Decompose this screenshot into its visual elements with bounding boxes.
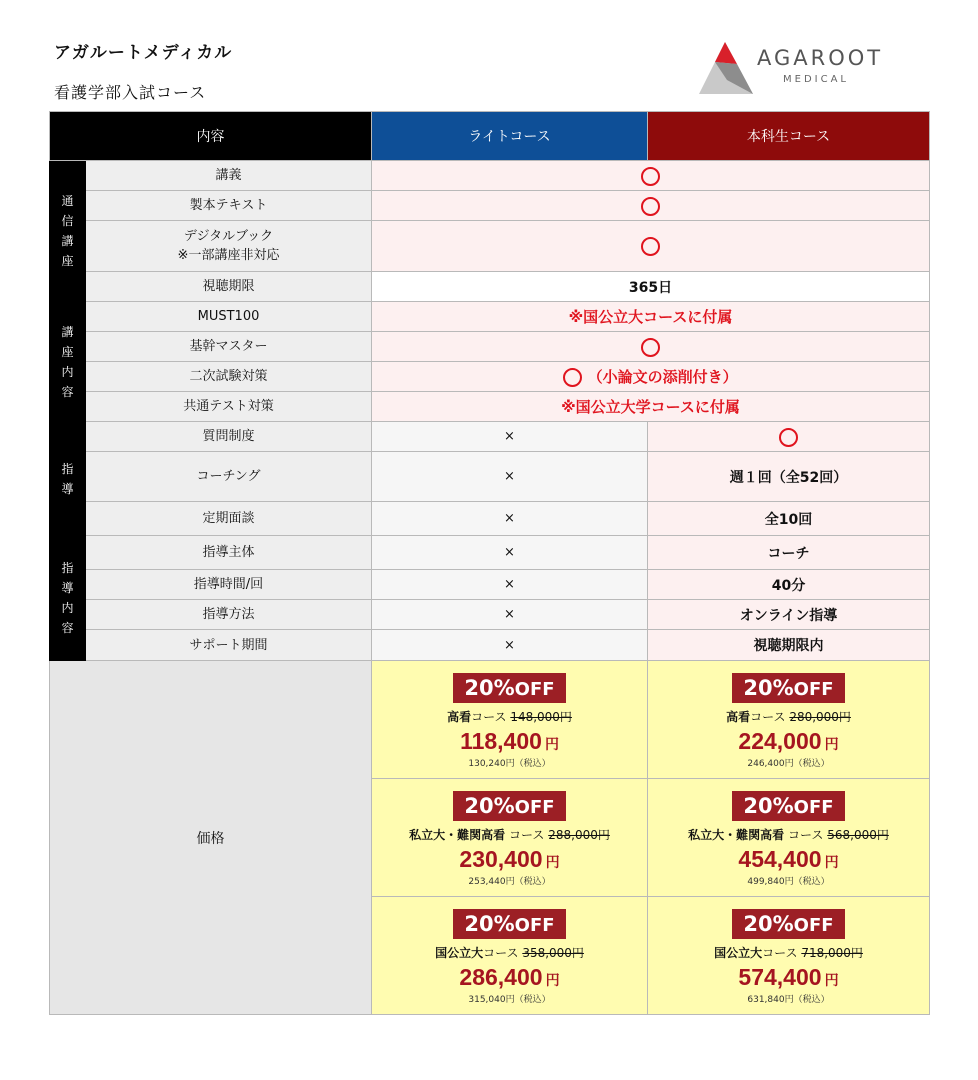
section-label-course-content: 講 座 内 容 (50, 302, 86, 422)
discount-price: 286,400 円 (459, 963, 560, 990)
section-label-guidance: 指 導 (50, 422, 86, 536)
row-label: 基幹マスター (86, 332, 372, 362)
row-label: コーチング (86, 452, 372, 502)
price-cell-main (648, 661, 930, 779)
lite-value: × (372, 502, 648, 536)
discount-badge: 20%OFF (732, 909, 844, 939)
table-row (50, 570, 930, 600)
tax-included-price: 631,840円（税込） (747, 994, 830, 1005)
row-label: 指導時間/回 (86, 570, 372, 600)
price-cell-lite (372, 661, 648, 779)
table-row (50, 272, 930, 302)
merged-value (372, 221, 930, 272)
tax-included-price: 315,040円（税込） (468, 994, 551, 1005)
discount-price: 224,000 円 (738, 727, 839, 754)
row-label: 指導方法 (86, 600, 372, 630)
table-row (50, 191, 930, 221)
main-value: オンライン指導 (648, 600, 930, 630)
row-label (86, 221, 372, 272)
discount-badge: 20%OFF (453, 909, 565, 939)
price-cell-main (648, 779, 930, 897)
circle-mark-icon (779, 428, 798, 447)
table-row (50, 392, 930, 422)
row-label: MUST100 (86, 302, 372, 332)
merged-value: 365日 (372, 272, 930, 302)
discount-price: 574,400 円 (738, 963, 839, 990)
merged-value-text: （小論文の添削付き） (587, 368, 738, 386)
course-price-line: 私立大・難関高看 コース 568,000円 (688, 827, 889, 842)
agaroot-logo (697, 40, 927, 98)
table-row (50, 502, 930, 536)
table-row (50, 302, 930, 332)
main-value (648, 422, 930, 452)
course-price-line: 国公立大コース 358,000円 (435, 945, 584, 960)
row-label: 視聴期限 (86, 272, 372, 302)
tax-included-price: 499,840円（税込） (747, 876, 830, 887)
price-cell-main (648, 897, 930, 1015)
course-title: 看護学部入試コース (54, 83, 207, 102)
lite-value: × (372, 630, 648, 661)
logo-wordmark: AGAROOT (757, 46, 884, 70)
table-row (50, 422, 930, 452)
price-cell-lite (372, 897, 648, 1015)
lite-value: × (372, 452, 648, 502)
merged-value (372, 191, 930, 221)
tax-included-price: 253,440円（税込） (468, 876, 551, 887)
row-label-note: ※一部講座非対応 (177, 248, 280, 263)
comparison-table (49, 111, 930, 1015)
circle-mark-icon (563, 368, 582, 387)
row-label: サポート期間 (86, 630, 372, 661)
discount-badge: 20%OFF (732, 791, 844, 821)
row-label: 二次試験対策 (86, 362, 372, 392)
logo-subtext: MEDICAL (783, 74, 849, 85)
tax-included-price: 130,240円（税込） (468, 758, 551, 769)
table-row (50, 600, 930, 630)
main-value: 週１回（全52回） (648, 452, 930, 502)
discount-price: 118,400 円 (460, 727, 559, 754)
header-lite-course: ライトコース (372, 112, 648, 161)
table-row (50, 161, 930, 191)
main-value: コーチ (648, 536, 930, 570)
section-label-correspondence: 通 信 講 座 (50, 161, 86, 302)
row-label: 共通テスト対策 (86, 392, 372, 422)
table-row (50, 630, 930, 661)
discount-badge: 20%OFF (732, 673, 844, 703)
discount-badge: 20%OFF (453, 673, 565, 703)
tax-included-price: 246,400円（税込） (747, 758, 830, 769)
table-row (50, 332, 930, 362)
main-value: 40分 (648, 570, 930, 600)
merged-value: ※国公立大学コースに付属 (372, 392, 930, 422)
lite-value: × (372, 570, 648, 600)
discount-price: 230,400 円 (459, 845, 560, 872)
table-row (50, 452, 930, 502)
table-header-row (50, 112, 930, 161)
logo-triangle-icon (697, 40, 757, 98)
lite-value: × (372, 422, 648, 452)
section-label-guidance-content: 指 導 内 容 (50, 536, 86, 661)
circle-mark-icon (641, 237, 660, 256)
lite-value: × (372, 536, 648, 570)
row-label: 製本テキスト (86, 191, 372, 221)
header-main-course: 本科生コース (648, 112, 930, 161)
course-price-line: 高看コース 280,000円 (726, 709, 851, 724)
main-value: 全10回 (648, 502, 930, 536)
row-label: 指導主体 (86, 536, 372, 570)
lite-value: × (372, 600, 648, 630)
circle-mark-icon (641, 167, 660, 186)
main-value: 視聴期限内 (648, 630, 930, 661)
merged-value (372, 332, 930, 362)
merged-value: ※国公立大コースに付属 (372, 302, 930, 332)
course-price-line: 国公立大コース 718,000円 (714, 945, 863, 960)
row-label: 質問制度 (86, 422, 372, 452)
circle-mark-icon (641, 338, 660, 357)
table-row (50, 362, 930, 392)
price-cell-lite (372, 779, 648, 897)
price-row (50, 661, 930, 779)
header-content: 内容 (50, 112, 372, 161)
row-label-line1: デジタルブック (183, 229, 274, 244)
merged-value (372, 161, 930, 191)
row-label: 定期面談 (86, 502, 372, 536)
circle-mark-icon (641, 197, 660, 216)
merged-value (372, 362, 930, 392)
course-price-line: 私立大・難関高看 コース 288,000円 (409, 827, 610, 842)
table-row (50, 221, 930, 272)
price-label: 価格 (50, 661, 372, 1015)
course-price-line: 高看コース 148,000円 (447, 709, 572, 724)
discount-price: 454,400 円 (738, 845, 839, 872)
brand-name: アガルートメディカル (54, 43, 233, 63)
row-label: 講義 (86, 161, 372, 191)
discount-badge: 20%OFF (453, 791, 565, 821)
table-row (50, 536, 930, 570)
